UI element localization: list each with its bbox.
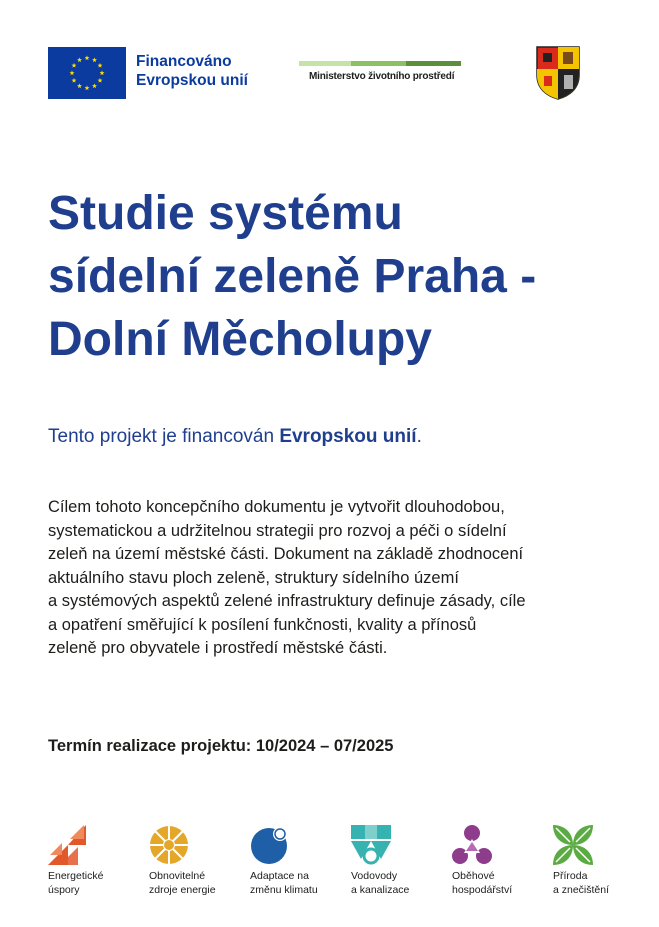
eu-star-icon (77, 57, 82, 62)
topic-label: Obnovitelné (149, 870, 206, 882)
municipal-crest-icon (535, 45, 581, 100)
eu-funding-logo-text (136, 52, 248, 90)
ministry-logo-bars (299, 61, 461, 66)
topic-water-sewage (351, 825, 451, 897)
topic-label: zdroje energie (149, 884, 216, 896)
funding-statement (48, 426, 422, 448)
topic-label: úspory (48, 884, 80, 896)
eu-star-icon (85, 55, 90, 60)
project-term: Termín realizace projektu: 10/2024 – 07/2025 (48, 737, 394, 755)
description-line: a systémových aspektů zelené infrastruktury definuje zásady, cíle (48, 592, 526, 610)
eu-star-icon (92, 57, 97, 62)
topic-renewable-energy (149, 825, 249, 897)
description-line: aktuálního stavu ploch zeleně, struktury sídelního území (48, 568, 459, 587)
topic-circular-economy (452, 825, 552, 897)
eu-star-icon (85, 85, 90, 90)
topic-label: Příroda (553, 870, 588, 882)
eu-star-icon (72, 78, 77, 83)
title-line: Studie systému (48, 187, 403, 240)
title-line: sídelní zeleně Praha - (48, 250, 537, 303)
funding-emphasis: Evropskou unií (279, 426, 417, 447)
eu-flag-icon (48, 47, 126, 99)
eu-star-icon (98, 78, 103, 83)
topic-label: a znečištění (553, 884, 610, 896)
topic-climate-adaptation (250, 825, 350, 897)
eu-text-line2: Evropskou unií (136, 72, 248, 89)
topic-label: změnu klimatu (250, 884, 318, 896)
ministry-bar (406, 61, 461, 66)
topic-label: Vodovody (351, 870, 398, 882)
topic-label: hospodářství (452, 884, 513, 896)
topic-nature-pollution (553, 825, 653, 897)
topic-label: Energetické (48, 870, 104, 882)
project-description (48, 496, 628, 661)
title-line: Dolní Měcholupy (48, 313, 432, 366)
eu-star-icon (70, 70, 75, 75)
description-line: zeleně pro obyvatele i prostředí městské části. (48, 639, 388, 657)
topic-label: Adaptace na (250, 870, 309, 882)
eu-star-icon (98, 63, 103, 68)
description-line: systematickou a udržitelnou strategii pro rozvoj a péči o sídelní (48, 521, 507, 540)
nature-pollution-icon (553, 825, 593, 865)
eu-star-icon (72, 63, 77, 68)
description-line: a opatření směřující k posílení funkčnosti, kvality a přínosů (48, 615, 477, 634)
renewable-energy-icon (149, 825, 189, 865)
energy-savings-icon (48, 825, 88, 865)
topic-label: a kanalizace (351, 884, 410, 896)
funding-suffix: . (416, 426, 422, 447)
topic-label: Oběhové (452, 870, 495, 882)
ministry-bar (351, 61, 406, 66)
ministry-bar (299, 61, 351, 66)
water-sewage-icon (351, 825, 391, 865)
funding-prefix: Tento projekt je financován (48, 426, 280, 447)
topic-energy-savings (48, 825, 148, 897)
description-line: zeleň na území městské části. Dokument na základě zhodnocení (48, 545, 524, 563)
ministry-name: Ministerstvo životního prostředí (309, 71, 455, 82)
eu-star-icon (77, 83, 82, 88)
eu-star-icon (100, 70, 105, 75)
document-title (48, 182, 638, 371)
circular-economy-icon (452, 825, 492, 865)
climate-adaptation-icon (250, 825, 290, 865)
description-line: Cílem tohoto koncepčního dokumentu je vytvořit dlouhodobou, (48, 498, 505, 516)
eu-text-line1: Financováno (136, 53, 232, 70)
eu-star-icon (92, 83, 97, 88)
